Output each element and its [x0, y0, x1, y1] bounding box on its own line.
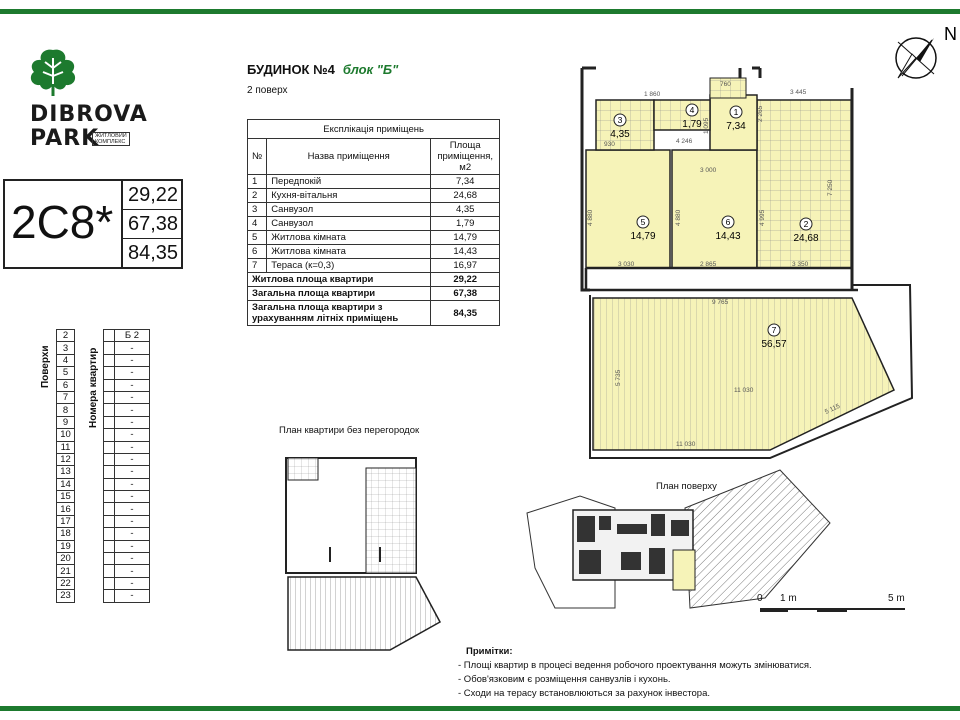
room-name: Тераса (к=0,3): [267, 259, 431, 273]
top-border: [0, 9, 960, 14]
total-label: Загальна площа квартири з урахуванням літніх приміщень: [248, 301, 431, 326]
room-5-floor: [586, 150, 670, 268]
floor-number: 8: [57, 404, 75, 416]
apartment-cell: -: [115, 478, 150, 490]
room-label-number: 5: [640, 217, 646, 227]
dimension-label: 4 880: [675, 209, 682, 226]
apartment-code-box: [3, 179, 183, 269]
area-full: 84,35: [127, 242, 179, 264]
floor-cell: [104, 478, 115, 490]
terrace-floor: [593, 298, 894, 450]
floor-cell: [104, 590, 115, 602]
compass-north: N: [944, 24, 957, 44]
apartment-cell: -: [115, 503, 150, 515]
apartment-cell: -: [115, 342, 150, 354]
floor-cell: [104, 466, 115, 478]
room-number: 6: [248, 245, 267, 259]
total-value: 67,38: [431, 287, 500, 301]
apartment-cell: -: [115, 404, 150, 416]
room-number: 2: [248, 189, 267, 203]
scale-five: 5 m: [888, 593, 905, 604]
floor-number: 4: [57, 354, 75, 366]
brand-tagline: [92, 132, 130, 146]
floor-number: 16: [57, 503, 75, 515]
dimension-label: 2 865: [700, 261, 717, 268]
total-value: 29,22: [431, 273, 500, 287]
room-number: 3: [248, 203, 267, 217]
floor-cell: [104, 441, 115, 453]
brand-tagline-2: КОМПЛЕКС: [95, 139, 126, 145]
dimension-label: 7 250: [827, 179, 834, 196]
explication-row: [248, 245, 500, 259]
room-number: 1: [248, 175, 267, 189]
room-name: Житлова кімната: [267, 245, 431, 259]
apartment-cell: -: [115, 528, 150, 540]
room-area: 14,43: [431, 245, 500, 259]
floor-number: 9: [57, 416, 75, 428]
floor-number: 23: [57, 590, 75, 602]
room-number: 4: [248, 217, 267, 231]
floors-label: Поверхи: [40, 345, 51, 388]
room-label-number: 4: [689, 105, 695, 115]
building-title: [247, 62, 398, 77]
dimension-label: 11 030: [676, 441, 696, 448]
notes: [458, 645, 812, 701]
room-name: Санвузол: [267, 217, 431, 231]
apartment-cell: -: [115, 391, 150, 403]
apartment-cell: -: [115, 354, 150, 366]
apartment-cell: -: [115, 429, 150, 441]
dimension-label: 930: [604, 141, 615, 148]
brand-name-line2: PARK: [30, 126, 100, 151]
floor-cell: [104, 503, 115, 515]
apartment-cell: -: [115, 491, 150, 503]
floor-number: 18: [57, 528, 75, 540]
no-walls-caption: План квартири без перегородок: [279, 425, 420, 436]
floor-cell: [104, 391, 115, 403]
brand-name-line1: DIBROVA: [30, 102, 148, 127]
floors-table: [56, 329, 75, 603]
total-value: 84,35: [431, 301, 500, 326]
explication-row: [248, 203, 500, 217]
explication-title: Експлікація приміщень: [248, 120, 500, 139]
room-label-area: 4,35: [610, 129, 630, 140]
dimension-label: 4 246: [676, 138, 693, 145]
floor-cell: [104, 528, 115, 540]
apartment-cell: -: [115, 577, 150, 589]
dimension-label: 3 000: [700, 167, 717, 174]
note-item: - Сходи на терасу встановлюються за рахунок інвестора.: [458, 688, 711, 699]
room-label-number: 7: [771, 325, 777, 335]
floor-number: 7: [57, 391, 75, 403]
scale-bar: [760, 606, 905, 616]
floor-number: 3: [57, 342, 75, 354]
col-name: Назва приміщення: [267, 139, 431, 175]
room-area: 14,79: [431, 231, 500, 245]
apartment-cell: -: [115, 367, 150, 379]
col-area: Площа приміщення, м2: [431, 139, 500, 175]
floor-number: 19: [57, 540, 75, 552]
dimension-label: 5 115: [823, 402, 842, 416]
block-label: блок "Б": [342, 62, 399, 77]
col-number: №: [248, 139, 267, 175]
explication-total-row: [248, 273, 500, 287]
explication-row: [248, 231, 500, 245]
dimension-label: 3 350: [792, 261, 809, 268]
floor-cell: [104, 453, 115, 465]
room-number: 5: [248, 231, 267, 245]
room-area: 16,97: [431, 259, 500, 273]
room-label-area: 14,79: [630, 231, 656, 242]
floor-plan-caption: План поверху: [656, 481, 717, 492]
apartment-cell: -: [115, 553, 150, 565]
floor-number: 13: [57, 466, 75, 478]
apartment-cell: -: [115, 590, 150, 602]
explication-row: [248, 175, 500, 189]
room-area: 1,79: [431, 217, 500, 231]
floor-cell: [104, 367, 115, 379]
dimension-label: 5 735: [615, 369, 622, 386]
room-area: 7,34: [431, 175, 500, 189]
total-label: Загальна площа квартири: [248, 287, 431, 301]
dimension-label: 11 030: [734, 387, 754, 394]
explication-row: [248, 189, 500, 203]
floor-number: 2: [57, 330, 75, 342]
apartment-cell: -: [115, 441, 150, 453]
floor-cell: [104, 553, 115, 565]
floor-cell: [104, 330, 115, 342]
dimension-label: 3 445: [790, 89, 807, 96]
apartment-areas: [121, 181, 183, 267]
apartment-cell: -: [115, 515, 150, 527]
apartment-code: 2C8*: [11, 196, 114, 248]
room-label-area: 7,34: [726, 121, 746, 132]
building-number: БУДИНОК №4: [247, 62, 335, 77]
explication-row: [248, 259, 500, 273]
apartment-cell: -: [115, 466, 150, 478]
dimension-label: 2 265: [757, 105, 764, 122]
apartment-plan: [575, 64, 920, 464]
floor-number: 15: [57, 491, 75, 503]
apartment-cell: -: [115, 416, 150, 428]
apartment-col-header: Б 2: [115, 330, 150, 342]
explication-table: [247, 119, 500, 326]
room-number: 7: [248, 259, 267, 273]
apartment-numbers-table: [103, 329, 150, 603]
apartment-cell: -: [115, 379, 150, 391]
floor-number: 6: [57, 379, 75, 391]
floor-cell: [104, 540, 115, 552]
apartment-cell: -: [115, 540, 150, 552]
explication-row: [248, 217, 500, 231]
bottom-border: [0, 706, 960, 711]
scale-one: 1 m: [780, 593, 797, 604]
dimension-label: 9 765: [712, 299, 729, 306]
floor-cell: [104, 515, 115, 527]
room-area: 24,68: [431, 189, 500, 203]
floor-cell: [104, 379, 115, 391]
room-label-number: 1: [733, 107, 739, 117]
floor-number: 20: [57, 553, 75, 565]
floor-cell: [104, 416, 115, 428]
floor-number: 22: [57, 577, 75, 589]
room-label-number: 3: [617, 115, 623, 125]
apartment-numbers-label: Номера квартир: [88, 347, 99, 428]
area-total: 67,38: [123, 210, 183, 239]
note-item: - Площі квартир в процесі ведення робочого проектування можуть змінюватися.: [458, 660, 812, 671]
oak-leaf-icon: [25, 46, 81, 98]
floor-cell: [104, 565, 115, 577]
floor-cell: [104, 491, 115, 503]
floor-number: 5: [57, 367, 75, 379]
room-label-number: 6: [725, 217, 731, 227]
explication-total-row: [248, 287, 500, 301]
floor-number: 12: [57, 453, 75, 465]
room-name: Передпокій: [267, 175, 431, 189]
floor-number: 10: [57, 429, 75, 441]
apartment-cell: -: [115, 565, 150, 577]
floor-cell: [104, 429, 115, 441]
apartment-cell: -: [115, 453, 150, 465]
area-living: 29,22: [123, 181, 183, 210]
dimension-label: 760: [720, 81, 731, 88]
room-label-area: 56,57: [761, 339, 787, 350]
plan-no-walls: [280, 452, 450, 657]
room-name: Житлова кімната: [267, 231, 431, 245]
room-area: 4,35: [431, 203, 500, 217]
floor-cell: [104, 342, 115, 354]
room-label-area: 1,79: [682, 119, 702, 130]
scale-zero: 0: [757, 593, 763, 604]
brand-tagline-1: ЖИТЛОВИЙ: [95, 133, 127, 139]
explication-total-row: [248, 301, 500, 326]
dimension-label: 4 995: [759, 209, 766, 226]
notes-title: Примітки:: [466, 646, 513, 657]
floor-cell: [104, 577, 115, 589]
floor-cell: [104, 404, 115, 416]
floor-cell: [104, 354, 115, 366]
note-item: - Обов'язковим є розміщення санвузлів і кухонь.: [458, 674, 671, 685]
room-name: Санвузол: [267, 203, 431, 217]
floor-number: 17: [57, 515, 75, 527]
floor-label: 2 поверх: [247, 85, 288, 96]
dimension-label: 3 030: [618, 261, 635, 268]
dimension-label: 1 095: [703, 117, 710, 134]
total-label: Житлова площа квартири: [248, 273, 431, 287]
floor-number: 21: [57, 565, 75, 577]
dimension-label: 1 860: [644, 91, 661, 98]
floor-plan: [525, 468, 845, 618]
room-label-area: 24,68: [793, 233, 819, 244]
room-label-area: 14,43: [715, 231, 741, 242]
dimension-label: 4 880: [587, 209, 594, 226]
floor-number: 11: [57, 441, 75, 453]
room-label-number: 2: [803, 219, 809, 229]
floor-number: 14: [57, 478, 75, 490]
room-name: Кухня-вітальня: [267, 189, 431, 203]
